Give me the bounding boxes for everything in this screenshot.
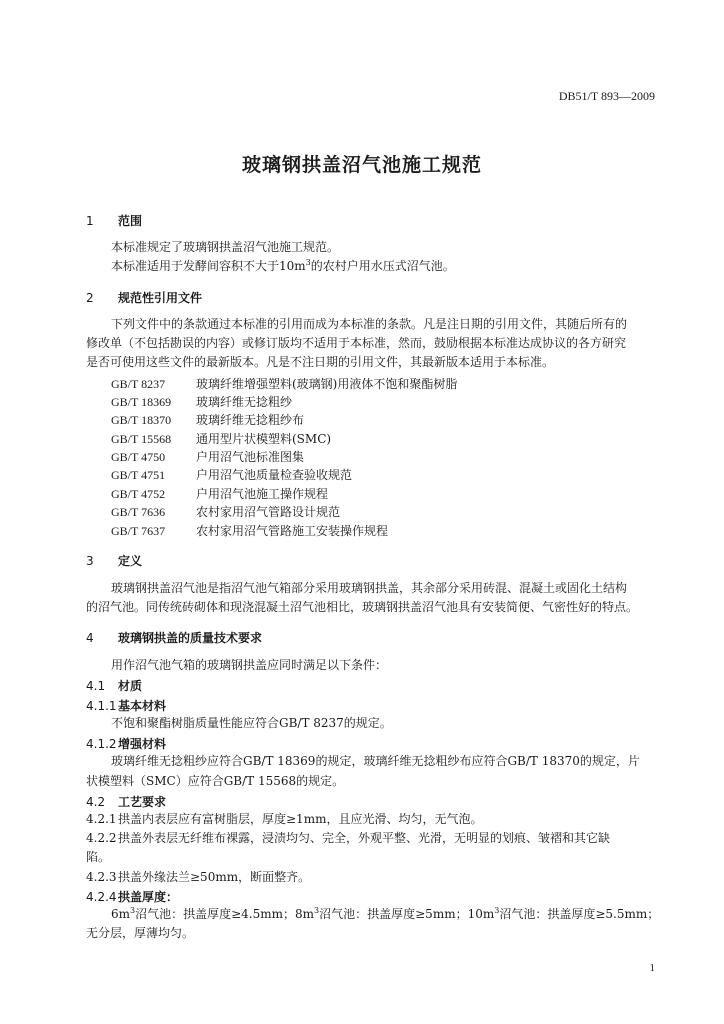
reference-name: 农村家用沼气管路设计规范 xyxy=(196,505,341,519)
subsection-title: 材质 xyxy=(118,679,143,693)
section-number: 1 xyxy=(86,214,94,228)
reference-item xyxy=(111,466,352,483)
clause-text: 拱盖内表层应有富树脂层，厚度≥1mm，且应光滑、均匀，无气泡。 xyxy=(118,812,483,826)
reference-item xyxy=(111,430,331,447)
reference-item xyxy=(111,411,304,428)
superscript: 3 xyxy=(130,906,136,915)
section-number: 3 xyxy=(86,554,94,568)
subsection-heading xyxy=(86,735,166,752)
subsection-number: 4.2.4 xyxy=(86,890,117,904)
reference-name: 农村家用沼气管路施工安装操作规程 xyxy=(196,524,389,538)
reference-name: 户用沼气池施工操作规程 xyxy=(196,487,329,501)
section-2-heading xyxy=(86,289,202,306)
reference-code: GB/T 18369 xyxy=(111,395,172,409)
subsection-title: 拱盖厚度： xyxy=(118,890,179,904)
subsection-heading xyxy=(86,793,166,810)
text-span: 本标准适用于发酵间容积不大于10m xyxy=(111,259,306,273)
reference-item xyxy=(111,522,388,539)
clause-text: 拱盖外表层无纤维布裸露，浸渍均匀、完全，外观平整、光滑，无明显的划痕、皱褶和其它缺 xyxy=(118,831,611,845)
subsection-heading xyxy=(86,697,166,714)
reference-name: 玻璃纤维无捻粗纱布 xyxy=(196,413,305,427)
reference-name: 玻璃纤维增强塑料(玻璃钢)用液体不饱和聚酯树脂 xyxy=(196,377,458,391)
reference-name: 通用型片状模塑料(SMC) xyxy=(196,432,332,446)
paragraph-line xyxy=(111,905,659,924)
reference-code: GB/T 4750 xyxy=(111,450,166,464)
reference-code: GB/T 18370 xyxy=(111,413,172,427)
reference-code: GB/T 8237 xyxy=(111,377,166,391)
reference-item xyxy=(111,503,340,520)
subsection-number: 4.1.2 xyxy=(86,737,117,751)
standard-number: DB51/T 893—2009 xyxy=(558,89,655,103)
superscript: 3 xyxy=(494,906,500,915)
paragraph-line: 玻璃钢拱盖沼气池是指沼气池气箱部分采用玻璃钢拱盖，其余部分采用砖混、混凝土或固化土结构 xyxy=(111,581,628,595)
reference-code: GB/T 7637 xyxy=(111,524,166,538)
paragraph xyxy=(111,257,455,276)
reference-item xyxy=(111,393,292,410)
clause xyxy=(86,829,610,848)
section-title: 玻璃钢拱盖的质量技术要求 xyxy=(118,631,263,645)
paragraph-line: 陷。 xyxy=(86,850,111,864)
subsection-heading xyxy=(86,677,142,694)
text-span: 6m xyxy=(111,907,131,921)
paragraph-line: 修改单（不包括勘误的内容）或修订版均不适用于本标准，然而，鼓励根据本标准达成协议的各方研究 xyxy=(86,336,627,350)
subsection-title: 基本材料 xyxy=(118,699,167,713)
subsection-title: 增强材料 xyxy=(118,737,167,751)
superscript: 3 xyxy=(305,258,311,267)
document-title: 玻璃钢拱盖沼气池施工规范 xyxy=(241,154,482,176)
section-4-heading xyxy=(86,629,262,646)
paragraph: 用作沼气池气箱的玻璃钢拱盖应同时满足以下条件： xyxy=(111,658,388,672)
clause-number: 4.2.1 xyxy=(86,812,117,826)
reference-name: 户用沼气池标准图集 xyxy=(196,450,305,464)
section-title: 规范性引用文件 xyxy=(118,291,203,305)
reference-item xyxy=(111,448,304,465)
reference-name: 玻璃纤维无捻粗纱 xyxy=(196,395,293,409)
reference-code: GB/T 4752 xyxy=(111,487,166,501)
reference-code: GB/T 4751 xyxy=(111,468,166,482)
paragraph-line: 下列文件中的条款通过本标准的引用而成为本标准的条款。凡是注日期的引用文件，其随后所有的 xyxy=(111,317,628,331)
section-title: 范围 xyxy=(118,214,143,228)
reference-name: 户用沼气池质量检查验收规范 xyxy=(196,468,353,482)
subsection-heading xyxy=(86,888,178,905)
paragraph: 本标准规定了玻璃钢拱盖沼气池施工规范。 xyxy=(111,240,340,254)
text-span: 的农村户用水压式沼气池。 xyxy=(310,259,455,273)
subsection-number: 4.1 xyxy=(86,679,106,693)
reference-code: GB/T 15568 xyxy=(111,432,172,446)
subsection-title: 工艺要求 xyxy=(118,795,167,809)
clause xyxy=(86,868,310,887)
text-span: 沼气池：拱盖厚度≥4.5mm；8m xyxy=(135,907,315,921)
section-1-heading xyxy=(86,212,142,229)
paragraph: 不饱和聚酯树脂质量性能应符合GB/T 8237的规定。 xyxy=(111,716,392,730)
page-number: 1 xyxy=(649,962,655,974)
section-3-heading xyxy=(86,552,142,569)
reference-item xyxy=(111,375,457,392)
paragraph-line: 无分层，厚薄均匀。 xyxy=(86,926,195,940)
paragraph-line: 的沼气池。同传统砖砌体和现浇混凝土沼气池相比，玻璃钢拱盖沼气池具有安装简便、气密性好的特点。 xyxy=(86,600,639,614)
reference-code: GB/T 7636 xyxy=(111,505,166,519)
subsection-number: 4.2 xyxy=(86,795,106,809)
text-span: 沼气池：拱盖厚度≥5.5mm； xyxy=(499,907,660,921)
section-title: 定义 xyxy=(118,554,143,568)
text-span: 沼气池：拱盖厚度≥5mm；10m xyxy=(319,907,495,921)
paragraph-line: 玻璃纤维无捻粗纱应符合GB/T 18369的规定，玻璃纤维无捻粗纱布应符合GB/T 18370的规定，片 xyxy=(111,754,640,768)
section-number: 2 xyxy=(86,291,94,305)
clause-number: 4.2.3 xyxy=(86,870,117,884)
clause-text: 拱盖外缘法兰≥50mm，断面整齐。 xyxy=(118,870,311,884)
superscript: 3 xyxy=(314,906,320,915)
section-number: 4 xyxy=(86,631,94,645)
paragraph-line: 状模塑料（SMC）应符合GB/T 15568的规定。 xyxy=(86,774,345,788)
clause xyxy=(86,810,482,829)
reference-item xyxy=(111,485,328,502)
clause-number: 4.2.2 xyxy=(86,831,117,845)
paragraph-line: 是否可使用这些文件的最新版本。凡是不注日期的引用文件，其最新版本适用于本标准。 xyxy=(86,355,555,369)
subsection-number: 4.1.1 xyxy=(86,699,117,713)
